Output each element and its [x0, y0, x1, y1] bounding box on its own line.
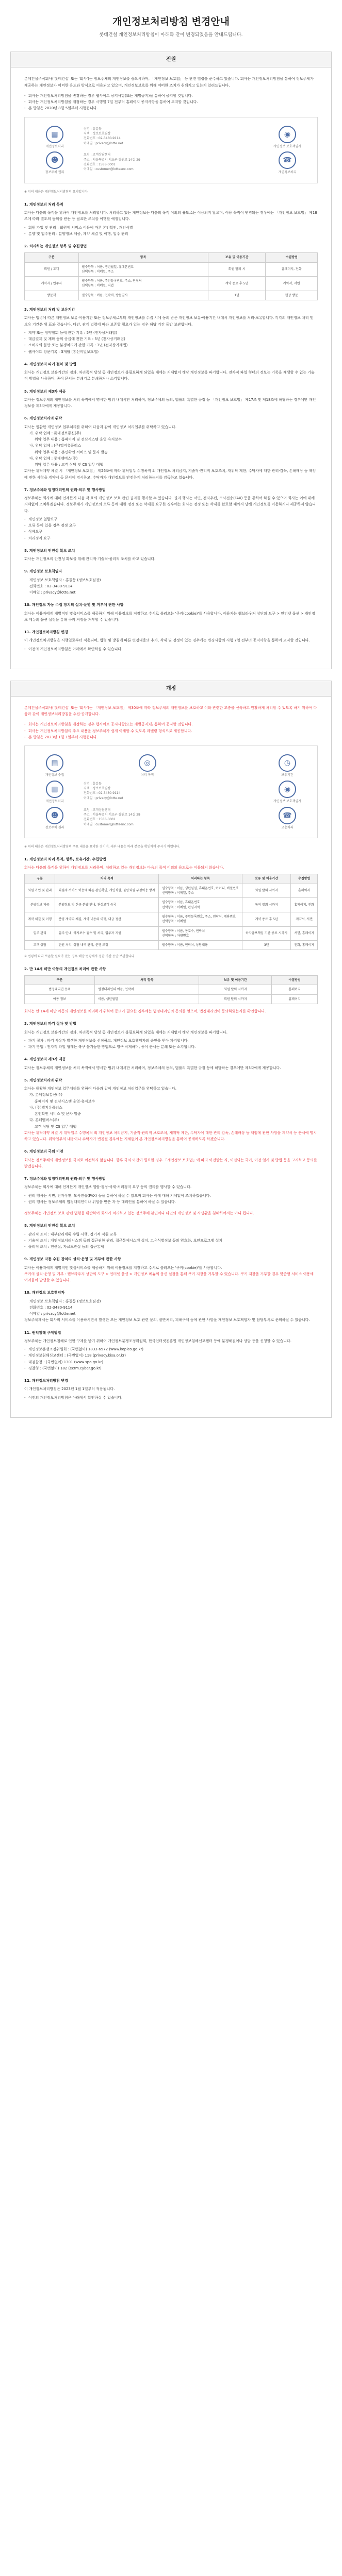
list-item: - 회원 가입 및 관리 : 회원제 서비스 이용에 따른 본인확인, 개인식별 [24, 225, 318, 231]
table-header: 처리하는 항목 [159, 874, 242, 884]
list-item: - 처리정지 요구 [24, 535, 318, 541]
clause-title: 9. 개인정보 보호책임자 [24, 569, 62, 574]
table-row [25, 926, 318, 941]
clause-text: 회사는 개인정보 보유기간의 경과, 처리목적 달성 등 개인정보가 불필요하게 되었을 때에는 지체없이 해당 개인정보를 파기합니다. [24, 1030, 227, 1035]
contact-line: 이메일 : customer@lotteenc.com [84, 167, 134, 172]
contact-line: 이메일 : privacy@lotte.net [29, 1312, 76, 1316]
before-section [10, 52, 332, 669]
list-item: - 개인정보분쟁조정위원회 : (국번없이) 1833-6972 (www.kopico.go.kr) [24, 1346, 318, 1352]
page-subtitle: 롯데건설 개인정보처리방침이 아래와 같이 변경되었음을 안내드립니다. [99, 32, 243, 38]
list-item: - 권리 행사는 정보주체의 법정대리인이나 위임을 받은 자 등 대리인을 통하여 하실 수 있습니다. [24, 1199, 318, 1205]
before-note: ※ 위의 내용은 개인정보처리방침의 요약입니다. [24, 190, 89, 194]
table-cell: 홈페이지 [272, 985, 318, 994]
clause-title: 2. 만 14세 미만 아동의 개인정보 처리에 관한 사항 [24, 967, 106, 971]
clause-title: 9. 개인정보 자동 수집 장치의 설치·운영 및 거부에 관한 사항 [24, 1257, 121, 1262]
clause-text: 회사는 개인정보의 안전성 확보를 위해 관리적·기술적·물리적 조치를 하고 있습니다. [24, 557, 156, 562]
icon-caption: 개인정보 수집 [45, 773, 64, 777]
trustee-desc: 홈페이지 및 전산시스템 운영·유지보수 [35, 1099, 95, 1104]
table-cell: 전화, 홈페이지 [291, 941, 318, 950]
list-item: - 소비자의 불만 또는 분쟁처리에 관한 기록 : 3년 (전자상거래법) [24, 342, 318, 348]
icon-caption: 개인정보처리 [45, 799, 64, 803]
after-intro: 롯데건설주식회사('롯데건설' 또는 '회사')는 「개인정보 보호법」 제30조에 따라 정보주체의 개인정보를 보호하고 이와 관련한 고충을 신속하고 원활하게 처리할 수 있도록 하기 위하여 다음과 같이 개인정보처리방침을 수립·공개합니다. [24, 705, 317, 717]
after-summary-box [24, 745, 318, 838]
table-cell: 계약 종료 후 5년 [208, 277, 266, 291]
clause-text: 쿠키의 설치·운영 및 거부 : 웹브라우저 상단의 도구 > 인터넷 옵션 > 개인정보 메뉴의 옵션 설정을 통해 쿠키 저장을 거부할 수 있습니다. 쿠키 저장을 거부할 경우 맞춤형 서비스 이용에 어려움이 발생할 수 있습니다. [24, 1272, 314, 1283]
list-item: - 개인정보침해신고센터 : (국번없이) 118 (privacy.kisa.or.kr) [24, 1352, 318, 1359]
list-item: - 계약 또는 청약철회 등에 관한 기록 : 5년 (전자상거래법) [24, 330, 318, 336]
before-bullets [24, 93, 318, 112]
table-cell: 계약 종료 후 5년 [242, 912, 290, 926]
clause-title: 7. 정보주체와 법정대리인의 권리·의무 및 행사방법 [24, 1177, 106, 1181]
clause-text: 정보주체는 회사에 대해 언제든지 개인정보 열람·정정·삭제·처리정지 요구 등의 권리를 행사할 수 있습니다. [24, 1185, 192, 1190]
icon-caption: 개인정보처리 [45, 144, 64, 148]
clause-title: 6. 개인정보의 국외 이전 [24, 1149, 63, 1154]
contact-line: 전화번호 : 02-3480-9114 [29, 584, 73, 588]
icon-caption: 보유기간 [281, 773, 294, 777]
table-header: 수집방법 [291, 874, 318, 884]
trustee-desc: 고객 상담 및 CS 업무 대행 [35, 1124, 77, 1129]
list-item: - 대금결제 및 재화 등의 공급에 관한 기록 : 5년 (전자상거래법) [24, 336, 318, 342]
icon-caption: 정보주체 권리 [45, 171, 64, 175]
table-cell: 회원 가입 및 관리 [25, 884, 55, 898]
clause-text: 회사는 이용자에게 개별적인 맞춤서비스를 제공하기 위해 이용정보를 저장하고 수시로 불러오는 '쿠키(cookie)'를 사용합니다. 이용자는 웹브라우저 상단의 도구 > 인터넷 옵션 > 개인정보 메뉴의 옵션 설정을 통해 쿠키 저장을 거부할 수 있습니다. [24, 611, 315, 622]
table-cell: 필수항목 : 이름, 생년월일, 휴대폰번호, 아이디, 비밀번호 선택항목 : 이메일, 주소 [159, 884, 242, 898]
icon-caption: 개인정보처리 [278, 171, 297, 175]
list-item: - 관리적 조치 : 내부관리계획 수립·시행, 정기적 직원 교육 [24, 1231, 318, 1238]
table-cell: 동의 철회 시까지 [242, 898, 290, 912]
table-header: 항목 [78, 253, 208, 262]
list-item: - 경찰청 : (국번없이) 182 (ecrm.cyber.go.kr) [24, 1365, 318, 1371]
clause-text: 이 개인정보처리방침은 시행일로부터 적용되며, 법령 및 방침에 따른 변경내용의 추가, 삭제 및 정정이 있는 경우에는 변경사항의 시행 7일 전부터 공지사항을 통하여 고지할 것입니다. [24, 638, 310, 643]
list-item: - 웹사이트 방문기록 : 3개월 (통신비밀보호법) [24, 349, 318, 355]
person-icon: ☻ [46, 151, 63, 169]
icon-caption: 개인정보 보호책임자 [273, 799, 302, 803]
clock-icon: ◷ [279, 754, 296, 772]
contact-line: 성명 : 홍길동 [84, 127, 102, 131]
clause-title: 12. 개인정보처리방침 변경 [24, 1379, 68, 1383]
clause-text: 회사는 위탁계약 체결 시 위탁업무 수행목적 외 개인정보 처리금지, 기술적·관리적 보호조치, 재위탁 제한, 수탁자에 대한 관리·감독, 손해배상 등 책임에 관한 사항을 계약서 등 문서에 명시하고 있습니다. 위탁업무의 내용이나 수탁자가 변경될 경우에는 지체없이 본 개인정보처리방침을 통하여 공개하도록 하겠습니다. [24, 1130, 317, 1142]
after-bullets [24, 721, 318, 740]
clause-title: 11. 권익침해 구제방법 [24, 1330, 61, 1335]
table-cell: 계약자 / 입주자 [25, 277, 79, 291]
trustee-label: 가. 롯데정보통신(주) [29, 1093, 63, 1097]
target-icon: ◎ [139, 754, 156, 772]
table-row [25, 277, 318, 291]
table-header: 보유 및 이용기간 [208, 253, 266, 262]
table-cell: 필수항목 : 이름, 휴대폰번호 선택항목 : 이메일, 관심지역 [159, 898, 242, 912]
table-cell: 필수항목 : 이름, 연락처, 상담내용 [159, 941, 242, 950]
trustee-label: 다. 롯데멤버스(주) [29, 1118, 59, 1123]
trustee-desc: 위탁 업무 내용 : 고객 상담 및 CS 업무 대행 [35, 463, 104, 467]
contact-line: 전화번호 : 02-3480-9114 [84, 137, 121, 141]
clause-text: 회사는 정보주체의 개인정보를 처리 목적에서 명시한 범위 내에서만 처리하며, 정보주체의 동의, 법률의 특별한 규정 등 「개인정보 보호법」 제17조 및 제18조에 해당하는 경우에만 개인정보를 제3자에게 제공합니다. [24, 397, 316, 409]
clause-title: 1. 개인정보의 처리 목적 [24, 202, 63, 207]
table-cell: 입주 관리 [25, 926, 55, 941]
user-shield-icon: ◉ [279, 781, 296, 798]
contact-line: 요청 : 고객상담센터 [84, 808, 111, 812]
table-header: 보유 및 이용기간 [242, 874, 290, 884]
table-cell: 서면, 홈페이지 [291, 926, 318, 941]
trustee-label: 다. 위탁 업체 : 롯데멤버스(주) [29, 456, 78, 461]
user-shield-icon: ◉ [279, 126, 296, 143]
page-title: 개인정보처리방침 변경안내 [112, 16, 230, 27]
table-header: 구분 [25, 976, 95, 985]
contact-line: 개인정보 보호책임자 : 홍길동 (정보보호팀장) [29, 578, 101, 582]
table-row [25, 941, 318, 950]
list-item: - 개인정보 열람요구 [24, 516, 318, 522]
clause-title: 6. 개인정보처리의 위탁 [24, 416, 62, 421]
contact-line: 주소 : 서울특별시 서초구 잠원로 14길 29 [84, 158, 140, 162]
table-cell: 회원 탈퇴 시까지 [242, 884, 290, 898]
before-summary-box [24, 117, 318, 184]
table-cell: 계약서, 서면 [266, 277, 318, 291]
clause-title: 7. 정보주체와 법정대리인의 권리·의무 및 행사방법 [24, 487, 106, 492]
table-cell: 필수항목 : 이름, 연락처, 방문일시 [78, 291, 208, 300]
list-item: - 분양 및 입주관리 : 분양정보 제공, 계약 체결 및 이행, 입주 관리 [24, 231, 318, 237]
table-cell: 회원제 서비스 이용에 따른 본인확인, 개인식별, 불량회원 부정이용 방지 [55, 884, 159, 898]
icon-caption: 고충처리 [281, 825, 294, 829]
after-purpose-table [24, 874, 318, 950]
table-header: 처리 항목 [95, 976, 199, 985]
headset-icon: ☎ [279, 151, 296, 169]
table-cell: 회원 / 고객 [25, 262, 79, 277]
list-item: - 본 방침은 2020년 8월 5일부터 시행됩니다. [24, 105, 318, 111]
table-cell: 분양정보 및 신규 분양 안내, 관심고객 등록 [55, 898, 159, 912]
list-item: - 물리적 조치 : 전산실, 자료보관실 등의 접근통제 [24, 1244, 318, 1250]
table-header: 보유 및 이용기간 [199, 976, 272, 985]
table-cell: 회원 탈퇴 시까지 [199, 994, 272, 1004]
table-row [25, 291, 318, 300]
document-icon: ▦ [46, 781, 63, 798]
table-header: 수집방법 [272, 976, 318, 985]
clause-title: 8. 개인정보의 안전성 확보 조치 [24, 548, 75, 553]
clause-note: ※ 법령에 따라 보존할 필요가 있는 경우 해당 법령에서 정한 기간 동안 보관합니다. [24, 955, 136, 959]
table-cell: 분양 계약의 체결, 계약 내용의 이행, 대금 정산 [55, 912, 159, 926]
clause-title: 5. 개인정보처리의 위탁 [24, 1078, 62, 1082]
clause-text: 이 개인정보처리방침은 2023년 1월 1일부터 적용됩니다. [24, 1387, 115, 1392]
trustee-desc: 위탁 업무 내용 : 본인확인 서비스 및 문자 발송 [35, 450, 108, 454]
table-cell: 아동 정보 [25, 994, 95, 1004]
list-item: - 이전의 개인정보처리방침은 아래에서 확인하실 수 있습니다. [24, 1395, 318, 1401]
list-item: - 회사는 개인정보처리방침을 개정하는 경우 시행일 7일 전부터 홈페이지 공지사항을 통하여 고지할 것입니다. [24, 99, 318, 105]
list-item: - 회사는 개인정보처리방침의 주요 내용을 정보주체가 쉽게 이해할 수 있도록 라벨링 형식으로 제공합니다. [24, 728, 318, 734]
table-cell: 계약서, 서면 [291, 912, 318, 926]
table-header: 구분 [25, 253, 79, 262]
clause-text: 회사는 개인정보 보유기간의 경과, 처리목적 달성 등 개인정보가 불필요하게 되었을 때에는 지체없이 해당 개인정보를 파기합니다. 전자적 파일 형태의 정보는 기록을 재생할 수 없는 기술적 방법을 사용하며, 종이 문서는 분쇄기로 분쇄하거나 소각합니다. [24, 370, 315, 381]
table-cell: 필수항목 : 이름, 주민등록번호, 주소, 연락처, 계좌번호 선택항목 : 이메일 [159, 912, 242, 926]
list-item: - 회사는 개인정보처리방침을 변경하는 경우 웹사이트 공지사항(또는 개별공지)을 통하여 공지할 것입니다. [24, 93, 318, 99]
table-cell: 법정대리인 동의 [25, 985, 95, 994]
after-note: ※ 위의 내용은 개인정보처리방침의 주요 내용을 요약한 것이며, 세부 내용은 아래 본문을 확인하여 주시기 바랍니다. [24, 845, 181, 849]
clause-title: 2. 처리하는 개인정보 항목 및 수집방법 [24, 244, 87, 249]
table-cell: 필수항목 : 이름, 생년월일, 휴대폰번호 선택항목 : 이메일, 주소 [78, 262, 208, 277]
trustee-label: 나. 위탁 업체 : (주)엘지유플러스 [29, 444, 82, 448]
icon-caption: 처리 목적 [141, 773, 154, 777]
table-cell: 1년 [208, 291, 266, 300]
contact-line: 이메일 : privacy@lotte.net [84, 141, 123, 145]
contact-line: 성명 : 홍길동 [84, 782, 102, 786]
contact-line: 전화번호 : 1588-0001 [84, 163, 116, 167]
folder-icon: ▤ [46, 754, 63, 772]
before-section-heading: 전원 [11, 52, 331, 67]
table-cell: 민원 처리, 상담 내역 관리, 분쟁 조정 [55, 941, 159, 950]
table-cell: 회원 탈퇴 시 [208, 262, 266, 277]
clause-text: 정보주체는 개인정보 보호 관련 법령을 위반하여 회사가 처리하고 있는 정보주체 본인이나 타인의 개인정보 및 사생활을 침해하여서는 아니 됩니다. [24, 1211, 254, 1216]
before-collection-table [24, 252, 318, 300]
document-icon: ▦ [46, 126, 63, 143]
icon-caption: 개인정보 보호책임자 [273, 144, 302, 148]
list-item: - 파기 절차 : 파기 사유가 발생한 개인정보를 선정하고, 개인정보 보호책임자의 승인을 받아 파기합니다. [24, 1038, 318, 1044]
table-cell: 계약 체결 및 이행 [25, 912, 55, 926]
table-row [25, 262, 318, 277]
trustee-desc: 위탁 업무 내용 : 홈페이지 및 전산시스템 운영·유지보수 [35, 437, 122, 442]
clause-text: 회사는 다음의 목적을 위하여 개인정보를 처리합니다. 처리하고 있는 개인정보는 다음의 목적 이외의 용도로는 이용되지 않으며, 이용 목적이 변경되는 경우에는 「개인정보 보호법」 제18조에 따라 별도의 동의를 받는 등 필요한 조치를 이행할 예정입니다. [24, 211, 317, 222]
contact-line: 주소 : 서울특별시 서초구 잠원로 14길 29 [84, 812, 140, 817]
contact-line: 이메일 : privacy@lotte.net [29, 590, 76, 595]
after-section [10, 681, 332, 1418]
clause-text: 회사는 이용자에게 개별적인 맞춤서비스를 제공하기 위해 이용정보를 저장하고 수시로 불러오는 '쿠키(cookie)'를 사용합니다. [24, 1265, 222, 1270]
icon-caption: 정보주체 권리 [45, 825, 64, 829]
table-cell: 3년 [242, 941, 290, 950]
table-row [25, 898, 318, 912]
trustee-label: 가. 위탁 업체 : 롯데정보통신(주) [29, 431, 82, 435]
table-cell: 현장 방문 [266, 291, 318, 300]
list-item: - 삭제요구 [24, 529, 318, 535]
clause-text: 회사는 다음의 목적을 위하여 개인정보를 처리하며, 처리하고 있는 개인정보는 다음의 목적 이외의 용도로는 이용되지 않습니다. [24, 866, 224, 870]
clause-text: 회사는 법령에 따른 개인정보 보유·이용기간 또는 정보주체로부터 개인정보를 수집 시에 동의 받은 개인정보 보유·이용기간 내에서 개인정보를 처리·보유합니다. 각각의 개인정보 처리 및 보유 기간은 위 표와 같습니다. 다만, 관계 법령에 따라 보존할 필요가 있는 경우 해당 기간 동안 보관합니다. [24, 316, 314, 327]
contact-line: 이메일 : customer@lotteenc.com [84, 822, 134, 826]
clause-text: 회사는 정보주체의 개인정보를 처리 목적에서 명시한 범위 내에서만 처리하며, 정보주체의 동의, 법률의 특별한 규정 등에 해당하는 경우에만 제3자에게 제공합니다. [24, 1065, 281, 1070]
table-row [25, 985, 318, 994]
table-row [25, 884, 318, 898]
contact-line: 요청 : 고객상담센터 [84, 153, 111, 157]
after-section-heading: 개정 [11, 681, 331, 697]
table-header: 구분 [25, 874, 55, 884]
clause-title: 5. 개인정보의 제3자 제공 [24, 389, 66, 394]
table-cell: 회원 탈퇴 시까지 [199, 985, 272, 994]
clause-title: 4. 개인정보의 파기 절차 및 방법 [24, 362, 76, 366]
contact-line: 전화번호 : 1588-0001 [84, 818, 116, 822]
table-header: 수집방법 [266, 253, 318, 262]
clause-text: 회사는 원활한 개인정보 업무처리를 위하여 다음과 같이 개인정보 처리업무를 위탁하고 있습니다. [24, 1087, 176, 1091]
table-cell: 홈페이지 [291, 884, 318, 898]
table-row [25, 912, 318, 926]
clause-title: 10. 개인정보 보호책임자 [24, 1291, 65, 1295]
list-item: - 회사는 개인정보처리방침을 개정하는 경우 웹사이트 공지사항(또는 개별공지)을 통하여 공지할 것입니다. [24, 721, 318, 727]
table-cell: 홈페이지 [272, 994, 318, 1004]
table-cell: 입주 안내, 하자보수 접수 및 처리, 입주자 지원 [55, 926, 159, 941]
table-cell: 홈페이지, 전화 [291, 898, 318, 912]
table-cell: 하자담보책임 기간 종료 시까지 [242, 926, 290, 941]
contact-line: 전화번호 : 02-3480-9114 [29, 1305, 73, 1310]
clause-text: 정보주체께서는 회사의 서비스를 이용하시면서 발생한 모든 개인정보 보호 관련 문의, 불만처리, 피해구제 등에 관한 사항을 개인정보 보호책임자 및 담당부서로 문의하실 수 있습니다. [24, 1318, 310, 1323]
clause-title: 8. 개인정보의 안전성 확보 조치 [24, 1224, 75, 1228]
table-cell: 홈페이지, 전화 [266, 262, 318, 277]
list-item: - 기술적 조치 : 개인정보처리시스템 등의 접근권한 관리, 접근통제시스템 설치, 고유식별정보 등의 암호화, 보안프로그램 설치 [24, 1238, 318, 1244]
before-intro: 롯데건설주식회사('롯데건설' 또는 '회사')는 정보주체의 개인정보를 중요시하며, 「개인정보 보호법」 등 관련 법령을 준수하고 있습니다. 회사는 개인정보처리방침을 통하여 정보주체가 제공하는 개인정보가 어떠한 용도와 방식으로 이용되고 있으며, 개인정보보호를 위해 어떠한 조치가 취해지고 있는지 알려드립니다. [24, 77, 314, 88]
list-item: - 대검찰청 : (국번없이) 1301 (www.spo.go.kr) [24, 1359, 318, 1365]
clause-title: 4. 개인정보의 제3자 제공 [24, 1057, 66, 1062]
clause-text: 회사는 만 14세 미만 아동의 개인정보를 처리하기 위하여 동의가 필요한 경우에는 법정대리인의 동의를 얻으며, 법정대리인이 동의하였는지를 확인합니다. [24, 1009, 266, 1014]
table-cell: 이름, 생년월일 [95, 994, 199, 1004]
contact-line: 전화번호 : 02-3480-9114 [84, 791, 121, 795]
list-item: - 권리 행사는 서면, 전자우편, 모사전송(FAX) 등을 통하여 하실 수 있으며 회사는 이에 대해 지체없이 조치하겠습니다. [24, 1193, 318, 1199]
list-item: - 파기 방법 : 전자적 파일 형태는 복구 불가능한 방법으로 영구 삭제하며, 종이 문서는 분쇄 또는 소각합니다. [24, 1044, 318, 1050]
clause-title: 3. 개인정보의 처리 및 보유기간 [24, 308, 75, 312]
list-item: - 이전의 개인정보처리방침은 아래에서 확인하실 수 있습니다. [24, 646, 318, 652]
table-cell: 방문객 [25, 291, 79, 300]
table-cell: 고객 상담 [25, 941, 55, 950]
contact-line: 직책 : 정보보호팀장 [84, 131, 111, 135]
table-header: 처리 목적 [55, 874, 159, 884]
trustee-label: 나. (주)엘지유플러스 [29, 1105, 63, 1110]
contact-line: 이메일 : privacy@lotte.net [84, 796, 123, 800]
contact-line: 직책 : 정보보호팀장 [84, 787, 111, 791]
trustee-desc: 본인확인 서비스 및 문자 발송 [35, 1112, 82, 1116]
headset-icon: ☎ [279, 807, 296, 824]
table-cell: 법정대리인의 이름, 연락처 [95, 985, 199, 994]
clause-text: 정보주체는 개인정보침해로 인한 구제를 받기 위하여 개인정보분쟁조정위원회, 한국인터넷진흥원 개인정보침해신고센터 등에 분쟁해결이나 상담 등을 신청할 수 있습니다. [24, 1338, 291, 1343]
contact-line: 개인정보 보호책임자 : 홍길동 (정보보호팀장) [29, 1299, 101, 1303]
clause-text: 회사는 정보주체의 개인정보를 국외로 이전하지 않습니다. 향후 국외 이전이 필요한 경우 「개인정보 보호법」에 따라 이전받는 자, 이전되는 국가, 이전 일시 및 방법 등을 고지하고 동의를 받겠습니다. [24, 1158, 317, 1168]
clause-text: 정보주체는 회사에 대해 언제든지 다음 각 호의 개인정보 보호 관련 권리를 행사할 수 있습니다. 권리 행사는 서면, 전자우편, 모사전송(FAX) 등을 통하여 하실 수 있으며 회사는 이에 대해 지체없이 조치하겠습니다. 정보주체가 개인정보의 오류 등에 대한 정정 또는 삭제를 요구한 경우에는 회사는 정정 또는 삭제를 완료할 때까지 당해 개인정보를 이용하거나 제공하지 않습니다. [24, 496, 316, 513]
person-icon: ☻ [46, 807, 63, 824]
table-cell: 분양정보 제공 [25, 898, 55, 912]
after-child-table [24, 975, 318, 1004]
list-item: - 오류 등이 있을 경우 정정 요구 [24, 522, 318, 529]
clause-text: 회사는 위탁계약 체결 시 「개인정보 보호법」 제26조에 따라 위탁업무 수행목적 외 개인정보 처리금지, 기술적·관리적 보호조치, 재위탁 제한, 수탁자에 대한 관리·감독, 손해배상 등 책임에 관한 사항을 계약서 등 문서에 명시하고, 수탁자가 개인정보를 안전하게 처리하는지를 감독하고 있습니다. [24, 469, 316, 480]
list-item: - 본 방침은 2023년 1월 1일부터 시행됩니다. [24, 734, 318, 740]
clause-text: 회사는 원활한 개인정보 업무처리를 위하여 다음과 같이 개인정보 처리업무를 위탁하고 있습니다. [24, 425, 176, 429]
clause-title: 3. 개인정보의 파기 절차 및 방법 [24, 1022, 76, 1026]
table-row [25, 994, 318, 1004]
table-cell: 필수항목 : 이름, 주민등록번호, 주소, 연락처 선택항목 : 이메일, 직업 [78, 277, 208, 291]
clause-title: 1. 개인정보의 처리 목적, 항목, 보유기간, 수집방법 [24, 857, 106, 861]
clause-title: 10. 개인정보 자동 수집 장치의 설치·운영 및 거부에 관한 사항 [24, 603, 124, 607]
clause-title: 11. 개인정보처리방침 변경 [24, 630, 68, 635]
table-cell: 필수항목 : 이름, 동호수, 연락처 선택항목 : 차량번호 [159, 926, 242, 941]
